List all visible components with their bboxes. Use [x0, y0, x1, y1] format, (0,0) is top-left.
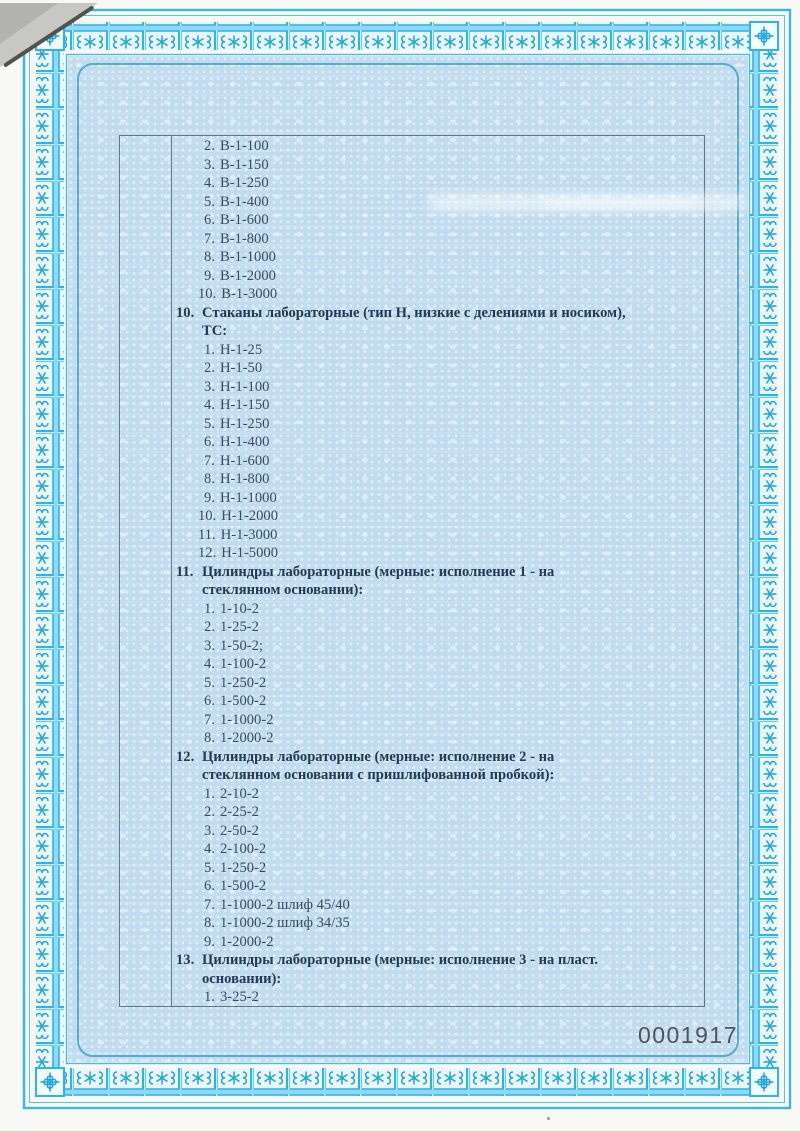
item-code: 1-1000-2 шлиф 45/40 [220, 896, 350, 913]
item-code: 2-10-2 [220, 785, 259, 802]
item-number: 11. [198, 526, 216, 543]
item-code: Н-1-3000 [220, 526, 278, 543]
item-code: 1-250-2 [220, 674, 267, 691]
section-title-line: основании): [202, 970, 282, 987]
item-number: 12. [198, 545, 217, 561]
item-code: В-1-100 [220, 138, 269, 154]
list-item [198, 637, 700, 656]
section-title [202, 304, 626, 341]
section-number: 11. [176, 563, 194, 580]
item-number: 5. [204, 674, 215, 691]
section-title-line: стеклянном основании): [202, 582, 364, 598]
scan-speck [547, 1117, 550, 1120]
items-table [119, 135, 705, 1007]
list-item [198, 544, 700, 563]
item-number: 6. [204, 878, 215, 894]
item-number: 9. [204, 489, 215, 506]
section-number: 10. [176, 304, 195, 321]
item-code: Н-1-50 [220, 360, 263, 376]
item-number: 7. [204, 711, 215, 728]
item-number: 2. [204, 804, 215, 820]
list-item [198, 341, 700, 360]
list-item [198, 822, 700, 841]
item-code: Н-1-1000 [220, 489, 277, 506]
list-item [198, 193, 700, 212]
list-item [198, 692, 700, 711]
section-title-line: ТС: [202, 323, 228, 339]
item-code: 1-50-2; [220, 637, 263, 654]
list-item [198, 285, 700, 304]
section-title-line: Цилиндры лабораторные (мерные: исполнение 3 - на пласт. [202, 952, 599, 968]
item-code: В-1-3000 [221, 286, 278, 302]
item-code: 1-500-2 [220, 693, 267, 709]
section-number: 13. [176, 952, 195, 968]
item-number: 5. [204, 859, 215, 876]
item-code: В-1-1000 [220, 249, 276, 265]
item-code: 2-100-2 [220, 841, 267, 857]
list-item [198, 174, 700, 193]
item-number: 4. [204, 175, 215, 191]
item-code: 2-50-2 [220, 822, 259, 839]
list-item [198, 877, 700, 896]
item-code: В-1-250 [220, 175, 269, 191]
list-item [198, 711, 700, 730]
list-item [198, 526, 700, 545]
table-column-divider [171, 136, 172, 1006]
item-number: 6. [204, 693, 215, 709]
item-code: Н-1-600 [220, 452, 270, 469]
section-title-line: стеклянном основании с пришлифованной пробкой): [202, 767, 555, 783]
list-item [198, 211, 700, 230]
section-title [202, 951, 598, 988]
section-title [202, 748, 554, 785]
list-item [198, 803, 700, 822]
item-code: В-1-400 [220, 193, 269, 210]
list-item [198, 433, 700, 452]
item-number: 1. [204, 989, 215, 1005]
item-code: Н-1-800 [220, 471, 270, 487]
item-number: 2. [204, 360, 215, 376]
item-number: 6. [204, 434, 215, 450]
item-number: 8. [204, 249, 215, 265]
list-item [198, 655, 700, 674]
list-item [198, 618, 700, 637]
item-code: 1-250-2 [220, 859, 267, 876]
section-header [176, 748, 700, 785]
list-item [198, 507, 700, 526]
item-number: 9. [204, 267, 215, 284]
item-code: Н-1-250 [220, 415, 270, 432]
item-number: 3. [204, 822, 215, 839]
list-item [198, 378, 700, 397]
item-number: 3. [204, 156, 215, 173]
item-code: 1-25-2 [220, 619, 259, 635]
section-header [176, 304, 700, 341]
item-code: В-1-150 [220, 156, 269, 173]
item-code: 1-500-2 [220, 878, 267, 894]
list-item [198, 452, 700, 471]
item-number: 5. [204, 415, 215, 432]
item-number: 6. [204, 212, 215, 228]
item-number: 8. [204, 730, 215, 746]
list-item [198, 896, 700, 915]
list-item [198, 415, 700, 434]
section-title-line: Цилиндры лабораторные (мерные: исполнение 2 - на [202, 748, 555, 765]
item-code: Н-1-150 [220, 397, 270, 413]
item-code: 1-2000-2 [220, 933, 274, 950]
item-number: 7. [204, 230, 215, 247]
paper-content-area [68, 56, 748, 1062]
item-number: 2. [204, 138, 215, 154]
list-item [198, 137, 700, 156]
item-number: 3. [204, 637, 215, 654]
item-code: Н-1-25 [220, 341, 263, 358]
serial-number: 0001917 [637, 1022, 739, 1048]
section-header [176, 951, 700, 988]
list-item [198, 914, 700, 933]
item-number: 3. [204, 378, 215, 395]
item-number: 1. [204, 341, 215, 358]
item-number: 9. [204, 933, 215, 950]
item-code: В-1-2000 [220, 267, 276, 284]
list-item [198, 674, 700, 693]
section-number: 12. [176, 748, 195, 765]
item-code: В-1-800 [220, 230, 269, 247]
list-item [198, 489, 700, 508]
list-item [198, 933, 700, 952]
list-item [198, 156, 700, 175]
list-item [198, 988, 700, 1007]
item-number: 5. [204, 193, 215, 210]
list-item [198, 470, 700, 489]
section-header [176, 563, 700, 600]
item-code: В-1-600 [220, 212, 269, 228]
item-code: 1-1000-2 [220, 711, 274, 728]
item-list [176, 137, 700, 1007]
list-item [198, 267, 700, 286]
item-code: 1-1000-2 шлиф 34/35 [220, 915, 350, 931]
item-code: 1-100-2 [220, 656, 267, 672]
item-code: Н-1-5000 [221, 545, 278, 561]
item-number: 8. [204, 915, 215, 931]
item-number: 10. [198, 286, 217, 302]
list-item [198, 248, 700, 267]
list-item [198, 359, 700, 378]
item-code: Н-1-400 [220, 434, 270, 450]
item-code: Н-1-100 [220, 378, 270, 395]
item-number: 10. [198, 508, 217, 524]
item-number: 1. [204, 785, 215, 802]
item-number: 2. [204, 619, 215, 635]
list-item [198, 785, 700, 804]
item-number: 1. [204, 600, 215, 617]
list-item [198, 729, 700, 748]
item-code: Н-1-2000 [221, 508, 278, 524]
section-title [202, 563, 554, 600]
item-number: 4. [204, 841, 215, 857]
item-number: 4. [204, 656, 215, 672]
item-number: 7. [204, 896, 215, 913]
item-code: 3-25-2 [220, 989, 259, 1005]
section-title-line: Стаканы лабораторные (тип Н, низкие с делениями и носиком), [202, 304, 626, 321]
item-number: 7. [204, 452, 215, 469]
item-code: 2-25-2 [220, 804, 259, 820]
list-item [198, 859, 700, 878]
list-item [198, 840, 700, 859]
item-code: 1-10-2 [220, 600, 259, 617]
list-item [198, 396, 700, 415]
list-item [198, 230, 700, 249]
section-title-line: Цилиндры лабораторные (мерные: исполнение 1 - на [202, 563, 555, 580]
list-item [198, 600, 700, 619]
item-code: 1-2000-2 [220, 730, 274, 746]
item-number: 4. [204, 397, 215, 413]
item-number: 8. [204, 471, 215, 487]
